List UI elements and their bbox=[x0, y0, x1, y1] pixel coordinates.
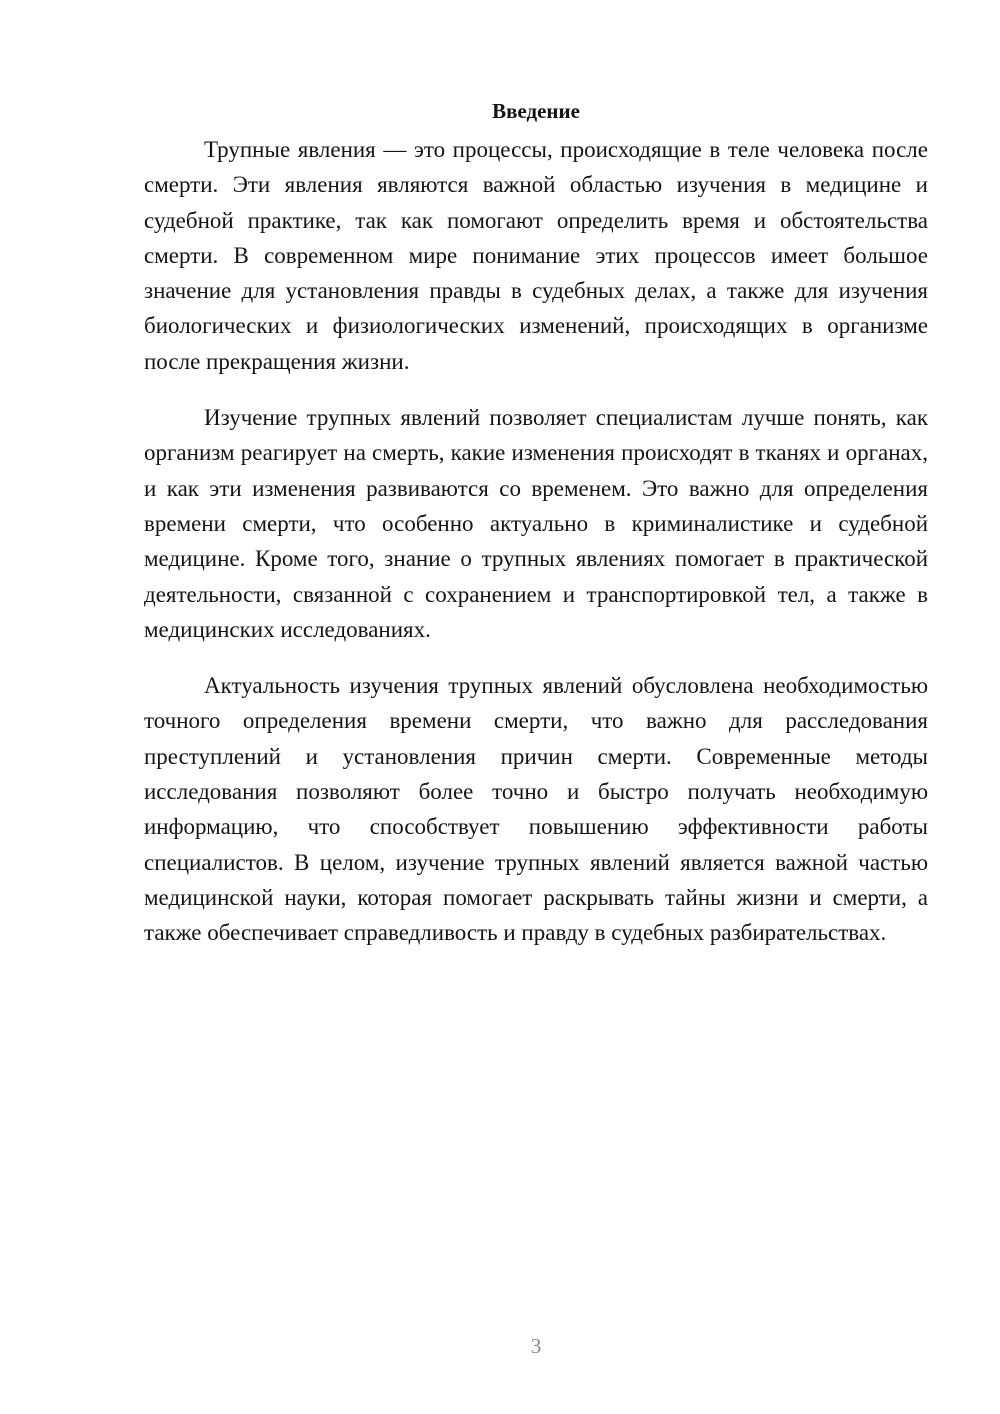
paragraph-2: Изучение трупных явлений позволяет специалистам лучше понять, как организм реагирует на смерть, какие изменения происходят в тканях и органах, и как эти изменения развиваются со временем. Это важно для определения времени смерти, что особенно актуально в криминалистике и судебной медицине. Кроме того, знание о трупных явлениях помогает в практической деятельности, связанной с сохранением и транспортировкой тел, а также в медицинских исследованиях. bbox=[144, 405, 928, 642]
paragraph-1: Трупные явления — это процессы, происходящие в теле человека после смерти. Эти явления являются важной областью изучения в медицине и судебной практике, так как помогают определить время и обстоятельства смерти. В современном мире понимание этих процессов имеет большое значение для установления правды в судебных делах, а также для изучения биологических и физиологических изменений, происходящих в организме после прекращения жизни. bbox=[144, 137, 928, 374]
page-content bbox=[144, 96, 928, 972]
page-number: 3 bbox=[530, 1334, 542, 1358]
section-heading: Введение bbox=[492, 99, 580, 123]
paragraph-3: Актуальность изучения трупных явлений обусловлена необходимостью точного определения времени смерти, что важно для расследования преступлений и установления причин смерти. Современные методы исследования позволяют более точно и быстро получать необходимую информацию, что способствует повышению эффективности работы специалистов. В целом, изучение трупных явлений является важной частью медицинской науки, которая помогает раскрывать тайны жизни и смерти, а также обеспечивает справедливость и правду в судебных разбирательствах. bbox=[144, 673, 928, 946]
